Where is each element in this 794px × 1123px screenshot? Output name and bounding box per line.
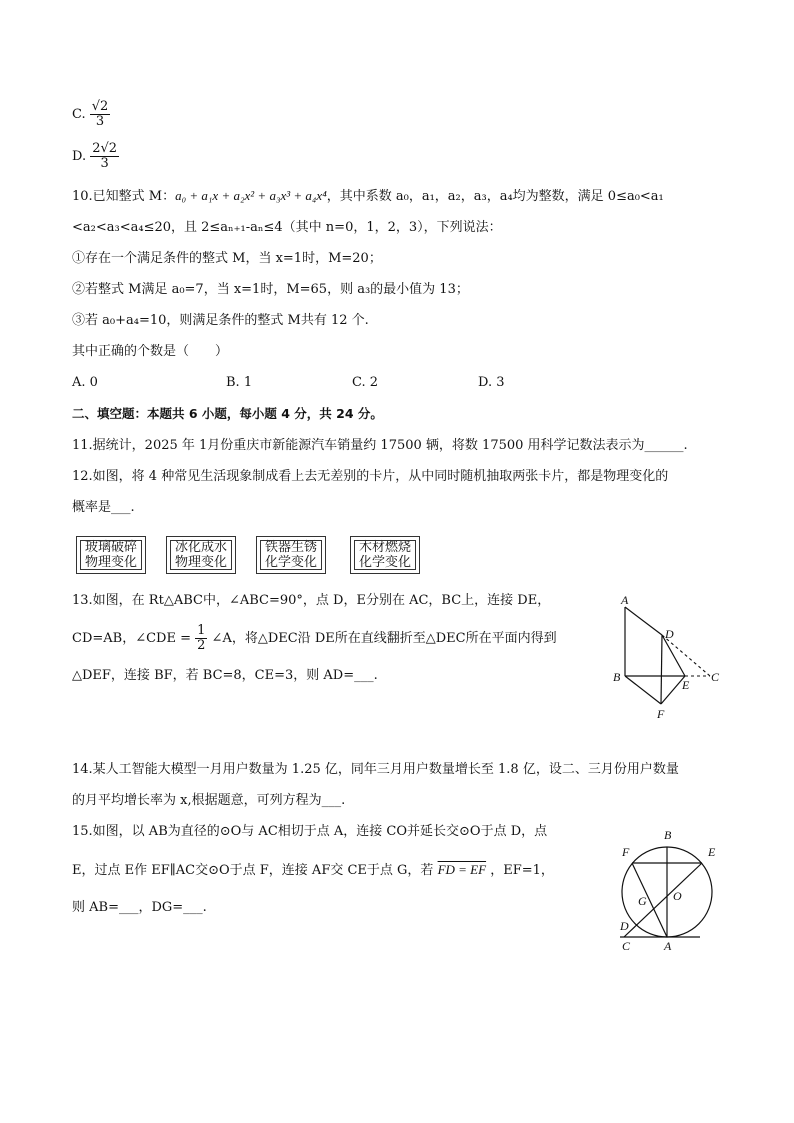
q12-line-1: 12.如图，将 4 种常见生活现象制成看上去无差别的卡片，从中同时随机抽取两张卡片，都是物理变化的 [72, 469, 669, 484]
q15-line-3: 则 AB=___，DG=___. [72, 900, 207, 915]
section-2-header: 二、填空题：本题共 6 小题，每小题 4 分，共 24 分。 [72, 406, 383, 421]
q10-option-c: C. 2 [352, 375, 379, 390]
q13-dashed-DC [662, 635, 710, 676]
q15-label-A: A [664, 939, 672, 953]
q15-label-F: F [622, 845, 630, 859]
q10-question: 其中正确的个数是（ ） [72, 344, 229, 359]
q9-option-c: C. $\frac{√2}{3}$ [72, 99, 109, 129]
q11-text: 11.据统计，2025 年 1月份重庆市新能源汽车销量约 17500 辆，将数 17500 用科学记数法表示为______. [72, 438, 688, 453]
q15-label-E: E [708, 845, 716, 859]
q15-label-O: O [673, 889, 682, 903]
q12-line-2: 概率是___. [72, 500, 135, 515]
q15-figure [610, 820, 730, 960]
card-iron-rusting: 铁器生锈 化学变化 [256, 536, 326, 574]
q10-statement-2: ②若整式 M满足 a₀=7，当 x=1时，M=65，则 a₃的最小值为 13； [72, 282, 469, 297]
q13-line-2: CD=AB，∠CDE = $\frac{1}{2}$ ∠A，将△DEC沿 DE所在直线翻折至△DEC所在平面内得到 [72, 623, 557, 653]
q15-line-CE [624, 863, 702, 937]
q13-label-D: D [665, 627, 674, 641]
q10-statement-1: ①存在一个满足条件的整式 M，当 x=1时，M=20； [72, 251, 382, 266]
card-wood-burning: 木材燃烧 化学变化 [350, 536, 420, 574]
q10-option-a: A. 0 [72, 375, 98, 390]
q15-label-G: G [638, 894, 647, 908]
q9-option-c-fraction: $\frac{√2}{3}$ [91, 99, 109, 129]
q13-segment-DE [662, 635, 685, 676]
q13-figure [605, 592, 725, 722]
q14-line-2: 的月平均增长率为 x,根据题意，可列方程为___. [72, 793, 346, 808]
q13-half-fraction: $\frac{1}{2}$ [197, 623, 206, 653]
q10-polynomial: a₀ + a₁x + a₂x² + a₃x³ + a₄x⁴ [175, 188, 327, 203]
q13-label-E: E [682, 678, 690, 692]
q13-label-C: C [711, 670, 720, 684]
q13-label-B: B [613, 670, 621, 684]
card-ice-melting: 冰化成水 物理变化 [166, 536, 236, 574]
q9-option-d: D. $\frac{2√2}{3}$ [72, 141, 118, 171]
q13-segment-AD [625, 607, 662, 635]
q10-option-d: D. 3 [478, 375, 505, 390]
q15-label-C: C [622, 939, 631, 953]
q15-label-D: D [620, 919, 629, 933]
q13-segment-DF [661, 635, 662, 704]
q15-line-1: 15.如图，以 AB为直径的⊙O与 AC相切于点 A，连接 CO并延长交⊙O于点 D，点 [72, 824, 548, 839]
q13-line-3: △DEF，连接 BF，若 BC=8，CE=3，则 AD=___. [72, 668, 378, 683]
q14-line-1: 14.某人工智能大模型一月用户数量为 1.25 亿，同年三月用户数量增长至 1.8 亿，设二、三月份用户数量 [72, 762, 679, 777]
q10-option-b: B. 1 [226, 375, 253, 390]
q10-statement-3: ③若 a₀+a₄=10，则满足条件的整式 M共有 12 个. [72, 313, 369, 328]
card-glass-breaking: 玻璃破碎 物理变化 [76, 536, 146, 574]
q9-option-d-fraction: $\frac{2√2}{3}$ [92, 141, 118, 171]
q10-line-1: 10.已知整式 M：a₀ + a₁x + a₂x² + a₃x³ + a₄x⁴，其中系数 a₀，a₁，a₂，a₃，a₄均为整数，满足 0≤a₀<a₁ [72, 188, 664, 204]
q15-arc-equation: FD = EF [437, 862, 487, 877]
q13-line-1: 13.如图，在 Rt△ABC中，∠ABC=90°，点 D，E分别在 AC，BC上，连接 DE， [72, 593, 551, 608]
q13-segment-BF [625, 676, 661, 704]
q15-line-2: E，过点 E作 EF∥AC交⊙O于点 F，连接 AF交 CE于点 G，若 FD = EF ，EF=1， [72, 862, 554, 878]
q10-line-2: <a₂<a₃<a₄≤20，且 2≤aₙ₊₁-aₙ≤4（其中 n=0，1，2，3），下列说法： [72, 220, 502, 235]
q13-label-A: A [621, 593, 629, 607]
q13-label-F: F [657, 707, 665, 721]
q15-label-B: B [664, 828, 672, 842]
